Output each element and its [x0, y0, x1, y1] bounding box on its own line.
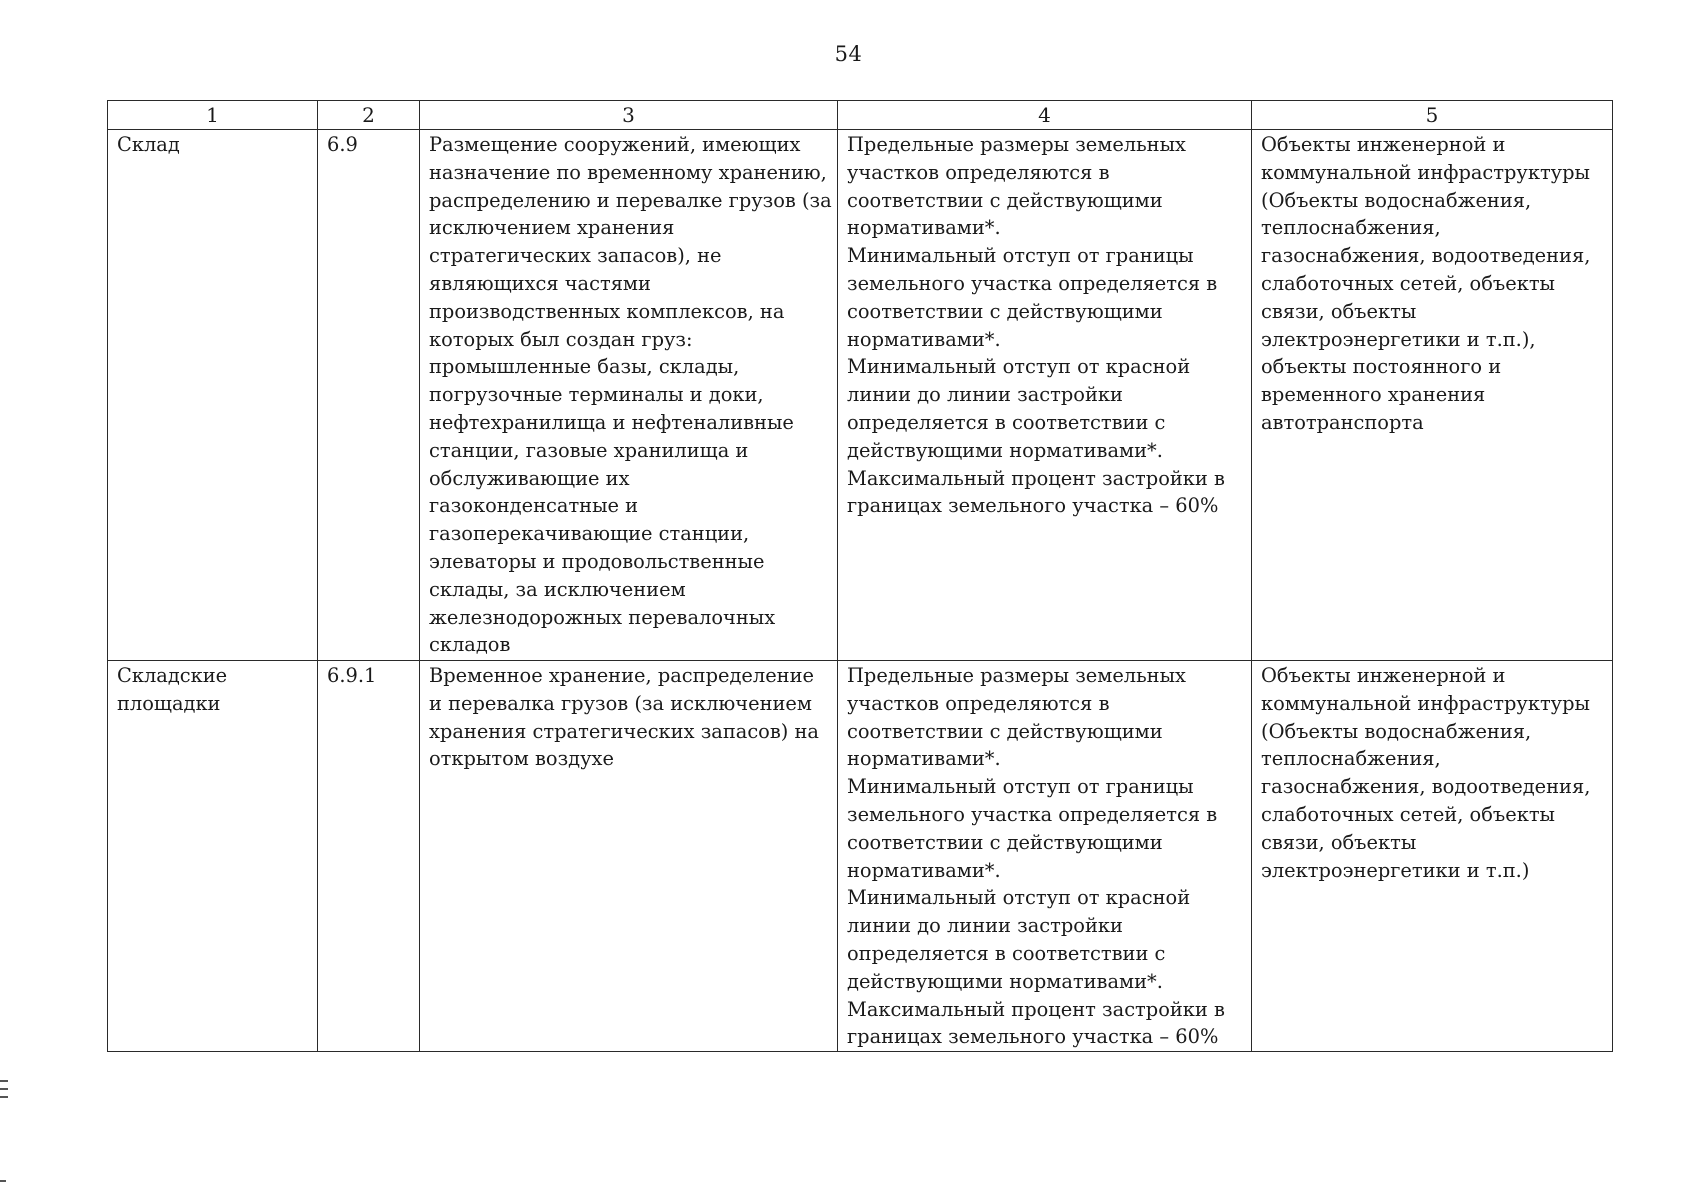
- scan-artifact: [0, 1180, 6, 1182]
- cell-text-line: Предельные размеры земельных: [847, 133, 1186, 156]
- use-code-cell: [318, 661, 420, 1052]
- cell-text-line: исключением хранения: [429, 216, 675, 240]
- cell-text-line: действующими нормативами*.: [847, 438, 1163, 462]
- table-row: [108, 661, 1613, 1052]
- parameters-cell: [838, 130, 1252, 661]
- cell-text-line: погрузочные терминалы и доки,: [429, 383, 764, 407]
- use-name-cell: [108, 130, 318, 661]
- cell-text-line: линии до линии застройки: [847, 383, 1123, 407]
- cell-text-line: складов: [429, 633, 511, 657]
- auxiliary-uses-cell: [1252, 130, 1613, 661]
- cell-text-line: элеваторы и продовольственные: [429, 549, 765, 573]
- cell-text-line: газоснабжения, водоотведения,: [1261, 244, 1591, 268]
- cell-text-line: нормативами*.: [847, 858, 1001, 882]
- cell-text-line: границах земельного участка – 60%: [847, 1025, 1219, 1049]
- cell-text-line: нормативами*.: [847, 327, 1001, 351]
- cell-text-line: Предельные размеры земельных: [847, 664, 1186, 687]
- cell-text-line: Размещение сооружений, имеющих: [429, 133, 801, 156]
- cell-text-line: земельного участка определяется в: [847, 802, 1218, 826]
- table-header-row: [108, 101, 1613, 130]
- cell-text-line: земельного участка определяется в: [847, 271, 1218, 295]
- cell-text-line: которых был создан груз:: [429, 327, 693, 351]
- parameters-cell: [838, 661, 1252, 1052]
- cell-text-line: назначение по временному хранению,: [429, 160, 827, 184]
- cell-text-line: автотранспорта: [1261, 410, 1424, 434]
- auxiliary-uses-cell: [1252, 661, 1613, 1052]
- cell-text-line: Объекты инженерной и: [1261, 133, 1506, 156]
- cell-text-line: газоперекачивающие станции,: [429, 522, 750, 546]
- cell-text-line: Максимальный процент застройки в: [847, 997, 1225, 1021]
- cell-text-line: открытом воздухе: [429, 747, 614, 771]
- column-header-3: 3: [420, 101, 838, 130]
- cell-text-line: 6.9: [327, 133, 358, 156]
- cell-text-line: нормативами*.: [847, 216, 1001, 240]
- cell-text-line: участков определяются в: [847, 691, 1110, 715]
- cell-text-line: связи, объекты: [1261, 299, 1417, 323]
- cell-text-line: 6.9.1: [327, 664, 377, 687]
- cell-text-line: Минимальный отступ от красной: [847, 886, 1191, 910]
- cell-text-line: Минимальный отступ от границы: [847, 775, 1194, 799]
- cell-text-line: коммунальной инфраструктуры: [1261, 691, 1590, 715]
- cell-text-line: склады, за исключением: [429, 577, 686, 601]
- cell-text-line: нефтехранилища и нефтеналивные: [429, 410, 794, 434]
- cell-text-line: газоснабжения, водоотведения,: [1261, 775, 1591, 799]
- cell-text-line: соответствии с действующими: [847, 830, 1163, 854]
- cell-text-line: (Объекты водоснабжения,: [1261, 719, 1532, 743]
- cell-text-line: определяется в соответствии с: [847, 410, 1166, 434]
- scan-artifact: [0, 1096, 8, 1098]
- cell-text-line: (Объекты водоснабжения,: [1261, 188, 1532, 212]
- cell-text-line: Минимальный отступ от красной: [847, 355, 1191, 379]
- cell-text-line: площадки: [117, 691, 221, 715]
- cell-text-line: Склад: [117, 133, 180, 156]
- column-header-5: 5: [1252, 101, 1613, 130]
- cell-text-line: Временное хранение, распределение: [429, 664, 814, 687]
- cell-text-line: связи, объекты: [1261, 830, 1417, 854]
- cell-text-line: электроэнергетики и т.п.): [1261, 858, 1530, 882]
- cell-text-line: производственных комплексов, на: [429, 299, 785, 323]
- cell-text-line: стратегических запасов), не: [429, 244, 722, 268]
- cell-text-line: соответствии с действующими: [847, 719, 1163, 743]
- cell-text-line: теплоснабжения,: [1261, 747, 1441, 771]
- cell-text-line: промышленные базы, склады,: [429, 355, 740, 379]
- cell-text-line: линии до линии застройки: [847, 914, 1123, 938]
- cell-text-line: слаботочных сетей, объекты: [1261, 271, 1555, 295]
- column-header-1: 1: [108, 101, 318, 130]
- cell-text-line: обслуживающие их: [429, 466, 630, 490]
- cell-text-line: границах земельного участка – 60%: [847, 494, 1219, 518]
- use-description-cell: [420, 661, 838, 1052]
- cell-text-line: Складские: [117, 664, 228, 687]
- cell-text-line: теплоснабжения,: [1261, 216, 1441, 240]
- cell-text-line: соответствии с действующими: [847, 299, 1163, 323]
- use-name-cell: [108, 661, 318, 1052]
- cell-text-line: определяется в соответствии с: [847, 941, 1166, 965]
- use-code-cell: [318, 130, 420, 661]
- scan-artifact: [0, 1088, 8, 1090]
- cell-text-line: Максимальный процент застройки в: [847, 466, 1225, 490]
- cell-text-line: являющихся частями: [429, 271, 651, 295]
- column-header-2: 2: [318, 101, 420, 130]
- cell-text-line: электроэнергетики и т.п.),: [1261, 327, 1536, 351]
- cell-text-line: железнодорожных перевалочных: [429, 605, 776, 629]
- cell-text-line: объекты постоянного и: [1261, 355, 1502, 379]
- column-header-4: 4: [838, 101, 1252, 130]
- cell-text-line: Минимальный отступ от границы: [847, 244, 1194, 268]
- cell-text-line: газоконденсатные и: [429, 494, 639, 518]
- cell-text-line: и перевалка грузов (за исключением: [429, 691, 812, 715]
- cell-text-line: нормативами*.: [847, 747, 1001, 771]
- scan-artifact: [0, 1080, 8, 1082]
- cell-text-line: станции, газовые хранилища и: [429, 438, 749, 462]
- cell-text-line: распределению и перевалке грузов (за: [429, 188, 832, 212]
- cell-text-line: коммунальной инфраструктуры: [1261, 160, 1590, 184]
- page-number: 54: [834, 42, 863, 66]
- cell-text-line: слаботочных сетей, объекты: [1261, 802, 1555, 826]
- cell-text-line: хранения стратегических запасов) на: [429, 719, 819, 743]
- cell-text-line: соответствии с действующими: [847, 188, 1163, 212]
- cell-text-line: действующими нормативами*.: [847, 969, 1163, 993]
- land-use-table: [107, 100, 1613, 1052]
- use-description-cell: [420, 130, 838, 661]
- cell-text-line: временного хранения: [1261, 383, 1486, 407]
- table-row: [108, 130, 1613, 661]
- cell-text-line: Объекты инженерной и: [1261, 664, 1506, 687]
- cell-text-line: участков определяются в: [847, 160, 1110, 184]
